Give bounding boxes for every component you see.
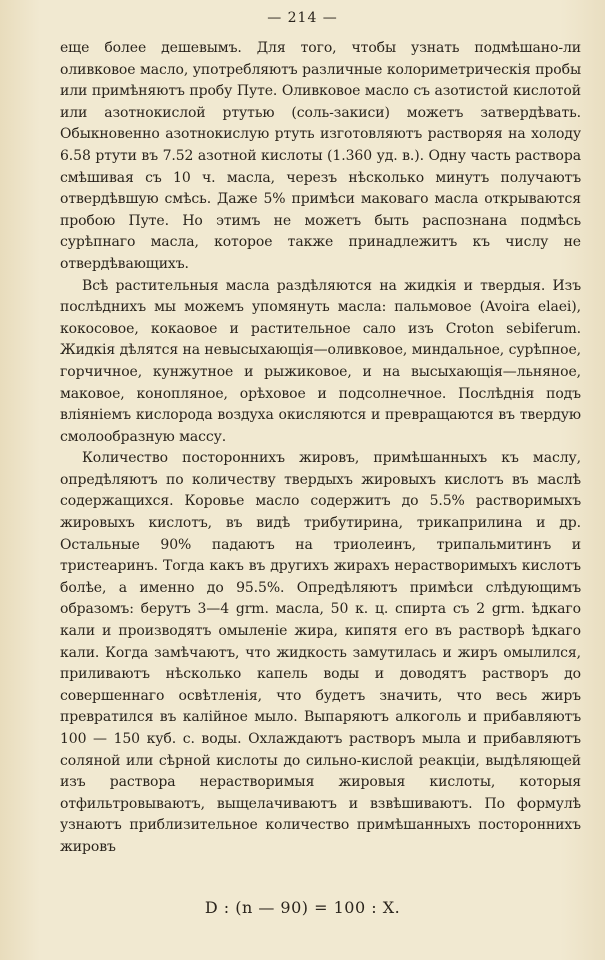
formula: D : (n — 90) = 100 : X.: [204, 898, 401, 917]
paragraph-1: еще более дешевымъ. Для того, чтобы узнать подмѣшано-ли оливковое масло, употребляютъ различные колориметрическія пробы или примѣняютъ пробу Путе. Оливковое масло съ азотистой кислотой или азотнокислой ртутью (соль-закиси) можетъ затвердѣвать. Обыкновенно азотнокислую ртуть изготовляютъ растворяя на холоду 6.58 ртути въ 7.52 азотной кислоты (1.360 уд. в.). Одну часть раствора смѣшивая съ 10 ч. масла, черезъ нѣсколько минутъ получаютъ отвердѣвшую смѣсь. Даже 5% примѣси маковаго масла открываются пробою Путе. Но этимъ не можетъ быть распознана подмѣсь сурѣпнаго масла, которое также принадлежитъ къ числу не отвердѣвающихъ.: [60, 40, 581, 272]
paragraph-2: Всѣ растительныя масла раздѣляются на жидкія и твердыя. Изъ послѣднихъ мы можемъ упомянуть масла: пальмовое (Avoira elaei), кокосовое, кокаовое и растительное сало изъ Croton sebiferum. Жидкія дѣлятся на невысыхающія—оливковое, миндальное, сурѣпное, горчичное, кунжутное и рыжиковое, и на высыхающія—льняное, маковое, конопляное, орѣховое и подсолнечное. Послѣднія подъ вліяніемъ кислорода воздуха окисляются и превращаются въ твердую смолообразную массу.: [60, 277, 581, 445]
paragraph-3: Количество постороннихъ жировъ, примѣшанныхъ къ маслу, опредѣляютъ по количеству твердыхъ жировыхъ кислотъ въ маслѣ содержащихся. Коровье масло содержитъ до 5.5% растворимыхъ жировыхъ кислотъ, въ видѣ трибутирина, трикаприлина и др. Остальные 90% падаютъ на триолеинъ, трипальмитинъ и тристеаринъ. Тогда какъ въ другихъ жирахъ нерастворимыхъ кислотъ болѣе, а именно до 95.5%. Опредѣляютъ примѣси слѣдующимъ образомъ: берутъ 3—4 grm. масла, 50 к. ц. спирта съ 2 grm. ѣдкаго кали и производятъ омыленіе жира, кипятя его въ растворѣ ѣдкаго кали. Когда замѣчаютъ, что жидкость замутилась и жиръ омылился, приливаютъ нѣсколько капель воды и доводятъ растворъ до совершеннаго освѣтленія, что будетъ значить, что весь жиръ превратился въ калійное мыло. Выпаряютъ алкоголь и прибавляютъ 100 — 150 куб. с. воды. Охлаждаютъ растворъ мыла и прибавляютъ соляной или сѣрной кислоты до сильно-кислой реакціи, выдѣляющей изъ раствора нерастворимыя жировыя кислоты, которыя отфильтровываютъ, выщелачиваютъ и взвѣшиваютъ. По формулѣ узнаютъ приблизительное количество примѣшанныхъ постороннихъ жировъ: [60, 450, 581, 855]
page-number: — 214 —: [267, 10, 338, 26]
body-text: [60, 38, 581, 859]
